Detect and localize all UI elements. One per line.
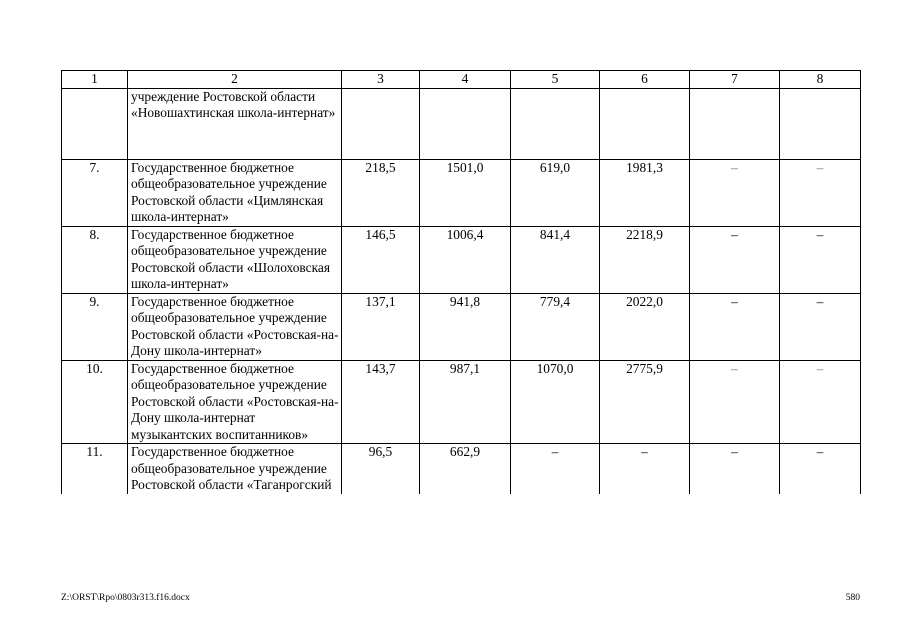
value-cell-col3: 146,5: [342, 226, 420, 293]
footer-file-path: Z:\ORST\Rpo\0803r313.f16.docx: [61, 593, 190, 603]
institution-name-cell: Государственное бюджетное общеобразовательное учреждение Ростовской области «Таганрогский: [128, 444, 342, 494]
table-row: [62, 159, 861, 226]
institution-name-cell: Государственное бюджетное общеобразовательное учреждение Ростовской области «Шолоховская школа-интернат»: [128, 226, 342, 293]
value-cell-col6: 2218,9: [600, 226, 690, 293]
value-cell-col8: –: [780, 293, 861, 360]
value-cell-col8: –: [780, 159, 861, 226]
value-cell-col7: –: [690, 159, 780, 226]
value-cell-col7: –: [690, 226, 780, 293]
value-cell-col8: –: [780, 360, 861, 444]
header-cell-3: 3: [342, 71, 420, 89]
footer-page-number: 580: [845, 593, 860, 603]
table-row: [62, 444, 861, 494]
value-cell: [600, 88, 690, 159]
value-cell: [511, 88, 600, 159]
header-cell-5: 5: [511, 71, 600, 89]
value-cell-col5: 779,4: [511, 293, 600, 360]
row-number-cell: [62, 88, 128, 159]
value-cell-col4: 1501,0: [420, 159, 511, 226]
value-cell-col3: 137,1: [342, 293, 420, 360]
value-cell-col3: 143,7: [342, 360, 420, 444]
institution-name-cell: учреждение Ростовской области «Новошахтинская школа-интернат»: [128, 88, 342, 159]
value-cell-col4: 1006,4: [420, 226, 511, 293]
value-cell: [780, 88, 861, 159]
header-cell-4: 4: [420, 71, 511, 89]
value-cell-col4: 941,8: [420, 293, 511, 360]
value-cell-col6: 2775,9: [600, 360, 690, 444]
row-number-cell: 8.: [62, 226, 128, 293]
header-cell-7: 7: [690, 71, 780, 89]
table-row: [62, 360, 861, 444]
value-cell-col8: –: [780, 226, 861, 293]
data-table: [61, 70, 861, 494]
institution-name-cell: Государственное бюджетное общеобразовательное учреждение Ростовской области «Ростовская-на-Дону школа-интернат»: [128, 293, 342, 360]
row-number-cell: 11.: [62, 444, 128, 494]
institution-name-cell: Государственное бюджетное общеобразовательное учреждение Ростовской области «Цимлянская школа-интернат»: [128, 159, 342, 226]
value-cell-col5: 619,0: [511, 159, 600, 226]
value-cell-col7: –: [690, 360, 780, 444]
value-cell-col6: 2022,0: [600, 293, 690, 360]
value-cell-col7: –: [690, 444, 780, 494]
value-cell: [690, 88, 780, 159]
value-cell-col7: –: [690, 293, 780, 360]
header-cell-1: 1: [62, 71, 128, 89]
header-row: [62, 71, 861, 89]
value-cell-col4: 987,1: [420, 360, 511, 444]
value-cell-col6: –: [600, 444, 690, 494]
value-cell-col5: 841,4: [511, 226, 600, 293]
header-cell-8: 8: [780, 71, 861, 89]
value-cell-col8: –: [780, 444, 861, 494]
value-cell-col6: 1981,3: [600, 159, 690, 226]
value-cell-col3: 96,5: [342, 444, 420, 494]
table-row: [62, 226, 861, 293]
value-cell-col5: –: [511, 444, 600, 494]
table-row-continuation: [62, 88, 861, 159]
value-cell-col5: 1070,0: [511, 360, 600, 444]
value-cell: [420, 88, 511, 159]
value-cell-col4: 662,9: [420, 444, 511, 494]
value-cell-col3: 218,5: [342, 159, 420, 226]
row-number-cell: 7.: [62, 159, 128, 226]
value-cell: [342, 88, 420, 159]
header-cell-6: 6: [600, 71, 690, 89]
header-cell-2: 2: [128, 71, 342, 89]
institution-name-cell: Государственное бюджетное общеобразовательное учреждение Ростовской области «Ростовская-на-Дону школа-интернат музыкантских воспитанников»: [128, 360, 342, 444]
row-number-cell: 9.: [62, 293, 128, 360]
table-row: [62, 293, 861, 360]
row-number-cell: 10.: [62, 360, 128, 444]
